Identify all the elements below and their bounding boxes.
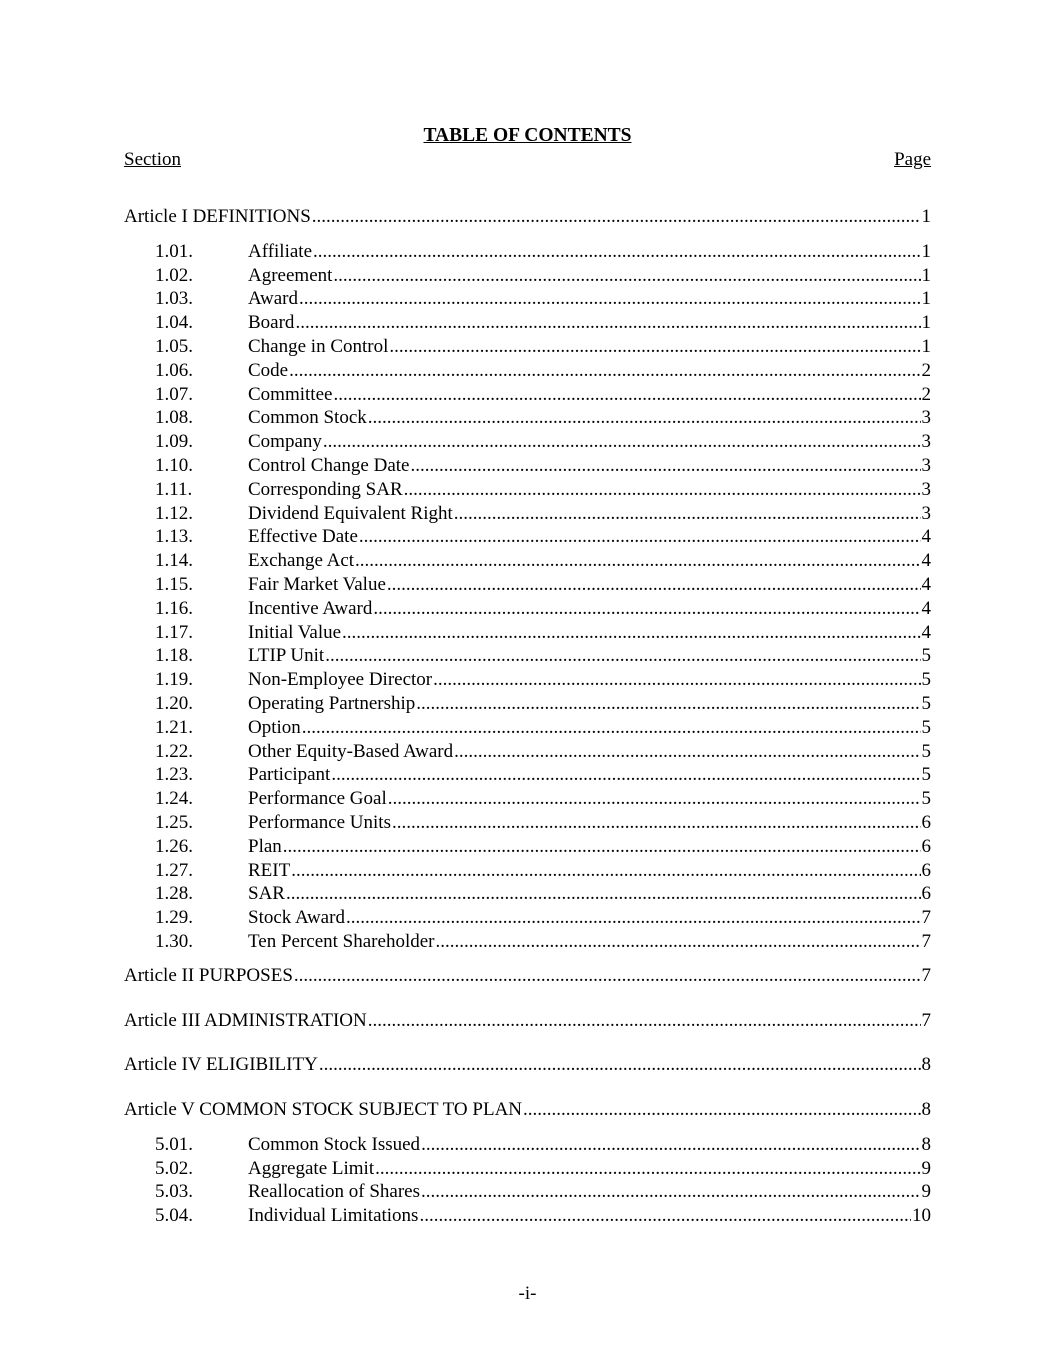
toc-section-number: 1.17. [155,621,193,643]
toc-page-number: 6 [921,883,931,905]
toc-entry-title: SAR [248,883,285,905]
toc-page-number: 7 [921,930,931,952]
toc-page-number: 4 [921,550,931,572]
toc-entry-title: Effective Date [248,526,358,548]
toc-section-entry [124,882,931,906]
toc-section-entry [124,763,931,787]
toc-entry-title: Control Change Date [248,454,410,476]
toc-section-entry [124,811,931,835]
toc-page-number: 5 [921,788,931,810]
toc-section-number: 1.13. [155,526,193,548]
toc-entry-title: Performance Units [248,811,391,833]
toc-page-number: 5 [921,740,931,762]
toc-page-number: 5 [921,764,931,786]
dot-leader [359,525,921,549]
dot-leader [388,787,921,811]
dot-leader [421,1180,920,1204]
toc-page-number: 7 [921,964,931,986]
toc-page-number: 8 [921,1099,931,1121]
dot-leader [295,311,920,335]
toc-section-number: 1.26. [155,835,193,857]
toc-page-number: 2 [921,383,931,405]
dot-leader [523,1098,920,1122]
toc-entry-title: Initial Value [248,621,342,643]
toc-section-entry [124,478,931,502]
toc-section-number: 1.09. [155,431,193,453]
toc-section-number: 1.16. [155,597,193,619]
toc-page-number: 4 [921,526,931,548]
toc-entry-title: Individual Limitations [248,1205,419,1227]
dot-leader [299,287,921,311]
toc-section-number: 1.27. [155,859,193,881]
toc-entry-title: Performance Goal [248,788,387,810]
toc-entry-title: Exchange Act [248,550,355,572]
toc-section-number: 1.08. [155,407,193,429]
dot-leader [368,406,921,430]
dot-leader [286,882,921,906]
dot-leader [410,454,920,478]
dot-leader [312,205,921,229]
toc-section-number: 1.29. [155,907,193,929]
toc-section-number: 1.24. [155,788,193,810]
toc-section-number: 1.18. [155,645,193,667]
toc-page-number: 1 [921,240,931,262]
toc-entry-title: Company [248,431,322,453]
toc-section-entry [124,264,931,288]
dot-leader [342,621,920,645]
toc-page-number: 3 [921,454,931,476]
table-of-contents [124,205,931,1228]
toc-section-number: 1.25. [155,811,193,833]
dot-leader [331,763,920,787]
toc-section-entry [124,597,931,621]
toc-section-entry [124,406,931,430]
toc-section-number: 1.07. [155,383,193,405]
dot-leader [283,835,921,859]
page-number-footer: -i- [518,1283,537,1304]
toc-section-number: 1.05. [155,335,193,357]
toc-section-number: 1.15. [155,573,193,595]
toc-section-number: 1.06. [155,359,193,381]
toc-page-number: 6 [921,835,931,857]
toc-section-number: 1.20. [155,692,193,714]
toc-page-number: 3 [921,478,931,500]
toc-section-number: 1.23. [155,764,193,786]
toc-section-number: 1.12. [155,502,193,524]
toc-entry-title: Aggregate Limit [248,1157,375,1179]
toc-page-number: 2 [921,359,931,381]
toc-section-number: 1.19. [155,669,193,691]
toc-section-number: 1.21. [155,716,193,738]
toc-entry-title: Article I DEFINITIONS [124,206,311,227]
toc-page-number: 3 [921,407,931,429]
dot-leader [333,383,920,407]
dot-leader [454,502,921,526]
toc-entry-title: Code [248,359,289,381]
toc-page-number: 9 [921,1157,931,1179]
dot-leader [346,906,921,930]
dot-leader [404,478,921,502]
toc-section-entry [124,240,931,264]
toc-entry-title: Award [248,288,298,310]
toc-section-number: 1.11. [155,478,193,500]
toc-page-number: 8 [921,1054,931,1076]
toc-section-entry [124,835,931,859]
toc-entry-title: Article IV ELIGIBILITY [124,1054,318,1076]
toc-section-entry [124,787,931,811]
toc-entry-title: Article III ADMINISTRATION [124,1009,367,1031]
toc-article-entry [124,1009,931,1033]
toc-entry-title: Participant [248,764,331,786]
toc-section-entry [124,668,931,692]
toc-entry-title: REIT [248,859,291,881]
toc-section-number: 1.04. [155,312,193,334]
dot-leader [433,668,920,692]
toc-section-entry [124,549,931,573]
toc-page-number: 1 [921,264,931,286]
toc-entry-title: Non-Employee Director [248,669,433,691]
dot-leader [291,859,920,883]
dot-leader [325,644,920,668]
toc-entry-title: Other Equity-Based Award [248,740,454,762]
toc-page-number: 5 [921,692,931,714]
toc-section-entry [124,383,931,407]
toc-page-number: 5 [921,645,931,667]
toc-entry-title: Stock Award [248,907,345,929]
toc-section-entry [124,621,931,645]
dot-leader [355,549,920,573]
toc-section-entry [124,859,931,883]
toc-section-number: 1.14. [155,550,193,572]
toc-entry-title: Ten Percent Shareholder [248,930,435,952]
toc-section-entry [124,1180,931,1204]
toc-section-entry [124,287,931,311]
toc-entry-title: Fair Market Value [248,573,386,595]
page-column-header: Page [894,149,931,170]
toc-entry-title: Committee [248,383,333,405]
toc-section-entry [124,525,931,549]
dot-leader [454,740,920,764]
toc-entry-title: Article II PURPOSES [124,964,293,986]
toc-section-entry [124,311,931,335]
toc-page-number: 9 [921,1181,931,1203]
toc-section-entry [124,644,931,668]
toc-section-number: 5.02. [155,1157,193,1179]
toc-page-number: 8 [921,1133,931,1155]
toc-entry-title: Operating Partnership [248,692,416,714]
section-column-header: Section [124,149,181,170]
toc-section-entry [124,1133,931,1157]
dot-leader [392,811,921,835]
toc-entry-title: Affiliate [248,240,313,262]
dot-leader [375,1157,920,1181]
dot-leader [302,716,921,740]
toc-page-number: 5 [921,716,931,738]
toc-section-entry [124,573,931,597]
dot-leader [435,930,920,954]
toc-page-number: 1 [921,312,931,334]
toc-section-number: 1.10. [155,454,193,476]
toc-page-number: 5 [921,669,931,691]
toc-entry-title: Agreement [248,264,333,286]
dot-leader [368,1009,921,1033]
toc-section-number: 1.22. [155,740,193,762]
dot-leader [313,240,920,264]
toc-section-entry [124,692,931,716]
toc-section-entry [124,906,931,930]
toc-section-number: 1.30. [155,930,193,952]
dot-leader [289,359,920,383]
toc-section-number: 1.28. [155,883,193,905]
dot-leader [419,1204,911,1228]
toc-section-number: 5.04. [155,1205,193,1227]
toc-section-entry [124,359,931,383]
toc-page-number: 6 [921,859,931,881]
toc-page-number: 4 [921,621,931,643]
page-title: TABLE OF CONTENTS [423,125,632,146]
toc-section-entry [124,454,931,478]
toc-entry-title: Common Stock [248,407,367,429]
toc-page-number: 1 [921,288,931,310]
dot-leader [323,430,921,454]
dot-leader [333,264,920,288]
toc-section-entry [124,740,931,764]
toc-entry-title: Article V COMMON STOCK SUBJECT TO PLAN [124,1099,523,1121]
toc-entry-title: Change in Control [248,335,389,357]
toc-page-number: 3 [921,502,931,524]
toc-page-number: 1 [921,335,931,357]
toc-article-entry [124,205,931,229]
toc-article-entry [124,964,931,988]
toc-section-number: 1.03. [155,288,193,310]
toc-page-number: 7 [921,1009,931,1031]
toc-page-number: 1 [921,206,931,227]
toc-section-entry [124,1157,931,1181]
toc-section-entry [124,335,931,359]
toc-entry-title: Corresponding SAR [248,478,403,500]
toc-article-entry [124,1098,931,1122]
toc-entry-title: Common Stock Issued [248,1133,421,1155]
toc-entry-title: Reallocation of Shares [248,1181,421,1203]
toc-section-number: 5.03. [155,1181,193,1203]
toc-page-number: 7 [921,907,931,929]
toc-entry-title: Dividend Equivalent Right [248,502,453,524]
dot-leader [387,573,921,597]
toc-section-number: 1.01. [155,240,193,262]
toc-article-entry [124,1053,931,1077]
toc-section-entry [124,930,931,954]
toc-entry-title: Option [248,716,301,738]
toc-section-entry [124,1204,931,1228]
dot-leader [421,1133,920,1157]
dot-leader [294,964,921,988]
toc-entry-title: Board [248,312,295,334]
toc-section-entry [124,716,931,740]
dot-leader [319,1053,921,1077]
toc-entry-title: Plan [248,835,282,857]
toc-section-number: 5.01. [155,1133,193,1155]
toc-entry-title: LTIP Unit [248,645,325,667]
dot-leader [416,692,920,716]
dot-leader [373,597,920,621]
toc-page-number: 3 [921,431,931,453]
toc-page-number: 6 [921,811,931,833]
toc-section-entry [124,430,931,454]
toc-entry-title: Incentive Award [248,597,373,619]
toc-page-number: 10 [912,1205,931,1227]
dot-leader [389,335,920,359]
toc-page-number: 4 [921,597,931,619]
toc-section-number: 1.02. [155,264,193,286]
toc-page-number: 4 [921,573,931,595]
toc-section-entry [124,502,931,526]
